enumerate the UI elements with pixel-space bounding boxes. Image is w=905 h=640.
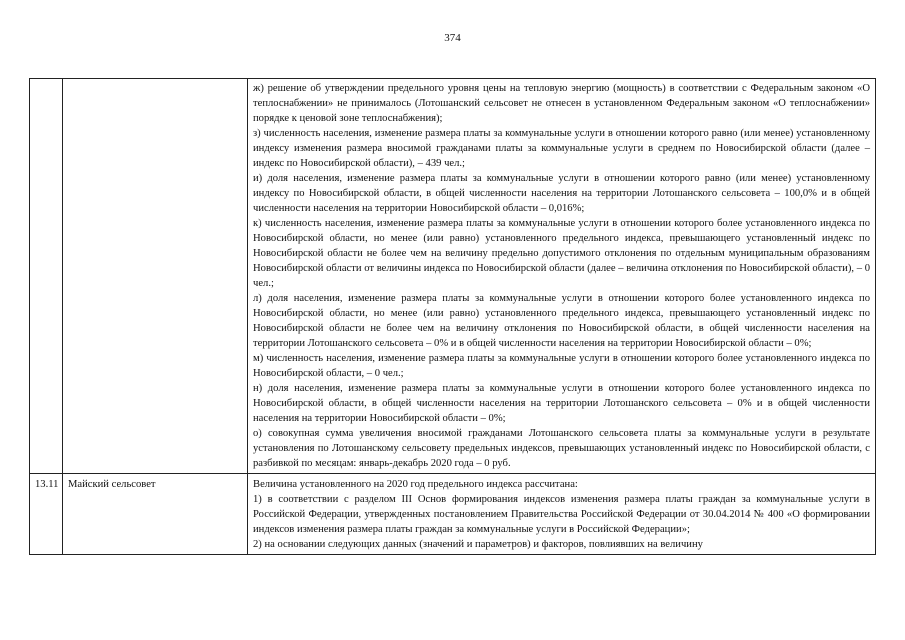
- municipality-name-cell: [63, 79, 248, 474]
- paragraph: 2) на основании следующих данных (значений и параметров) и факторов, повлиявших на величину: [253, 539, 703, 550]
- row-number-cell: [30, 79, 63, 474]
- table-row: [30, 474, 876, 555]
- table-row: [30, 79, 876, 474]
- paragraph: м) численность населения, изменение размера платы за коммунальные услуги в отношении которого более установленного индекса по Новосибирской области, – 0 чел.;: [253, 353, 870, 379]
- description-cell: [248, 474, 876, 555]
- document-table: [29, 78, 876, 555]
- paragraph: з) численность населения, изменение размера платы за коммунальные услуги в отношении которого равно (или менее) установленному индексу изменения размера вносимой гражданами платы за коммунальные услуги в среднем по Новосибирской области (далее – индекс по Новосибирской области), – 439 чел.;: [253, 128, 870, 169]
- paragraph: 1) в соответствии с разделом III Основ формирования индексов изменения размера платы граждан за коммунальные услуги в Российской Федерации, утвержденных постановлением Правительства Российской Федерации от 30.04.2014 № 400 «О формировании индексов изменения размера платы граждан за коммунальные услуги в Российской Федерации»;: [253, 494, 870, 535]
- paragraph: Величина установленного на 2020 год предельного индекса рассчитана:: [253, 479, 578, 490]
- description-cell: [248, 79, 876, 474]
- page-number: 374: [444, 32, 461, 44]
- paragraph: о) совокупная сумма увеличения вносимой гражданами Лотошанского сельсовета платы за коммунальные услуги в результате установления по Лотошанскому сельсовету предельных индексов, превышающих установленный индекс по Новосибирской области, с разбивкой по месяцам: январь-декабрь 2020 года – 0 руб.: [253, 428, 870, 469]
- paragraph: л) доля населения, изменение размера платы за коммунальные услуги в отношении которого более установленного индекса по Новосибирской области, но менее (или равно) установленного предельного индекса, превышающего установленный индекс по Новосибирской области не более чем на величину отклонения по Новосибирской области, в общей численности населения на территории Лотошанского сельсовета – 0% и в общей численности населения на территории Новосибирской области – 0%;: [253, 293, 870, 349]
- paragraph: ж) решение об утверждении предельного уровня цены на тепловую энергию (мощность) в соответствии с Федеральным законом «О теплоснабжении» не принималось (Лотошанский сельсовет не отнесен в установленном Федеральным законом «О теплоснабжении» порядке к ценовой зоне теплоснабжения);: [253, 83, 870, 124]
- paragraph: н) доля населения, изменение размера платы за коммунальные услуги в отношении которого более установленного индекса по Новосибирской области, в общей численности населения на территории Лотошанского сельсовета – 0% и в общей численности населения на территории Новосибирской области – 0%;: [253, 383, 870, 424]
- paragraph: и) доля населения, изменение размера платы за коммунальные услуги в отношении которого равно (или менее) установленному индексу по Новосибирской области, в общей численности населения на территории Лотошанского сельсовета – 100,0% и в общей численности населения на территории Новосибирской области – 0,016%;: [253, 173, 870, 214]
- municipality-name-cell: Майский сельсовет: [63, 474, 248, 555]
- row-number-cell: 13.11: [30, 474, 63, 555]
- paragraph: к) численность населения, изменение размера платы за коммунальные услуги в отношении которого более установленного индекса по Новосибирской области, но менее (или равно) установленного предельного индекса, превышающего установленный индекс по Новосибирской области не более чем на величину предельно допустимого отклонения по отдельным муниципальным образованиям Новосибирской области от величины индекса по Новосибирской области (далее – величина отклонения по Новосибирской области), – 0 чел.;: [253, 218, 870, 289]
